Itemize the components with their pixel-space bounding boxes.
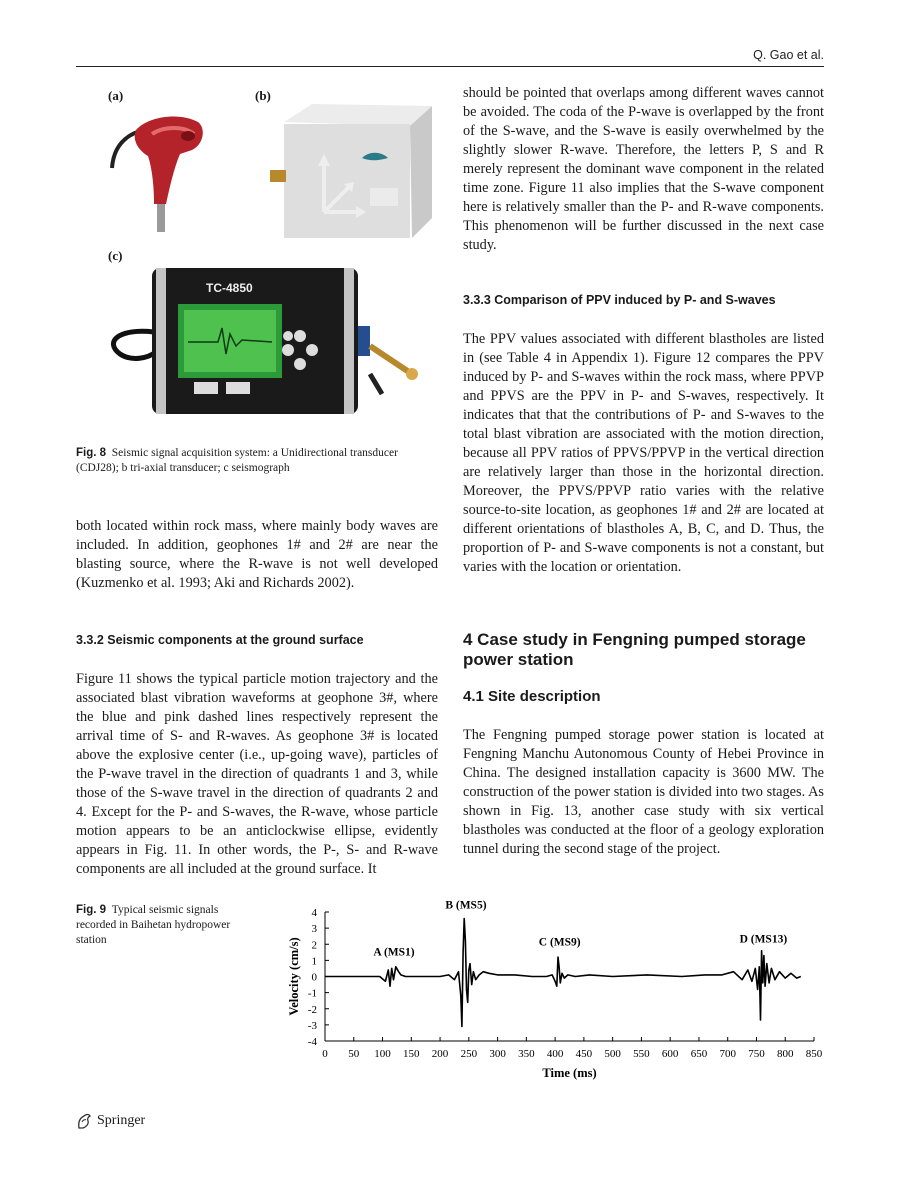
y-tick-label: -2 <box>307 1003 317 1016</box>
y-tick-label: -1 <box>307 987 317 1000</box>
fig8-transducer-image <box>108 108 208 236</box>
right-paragraph-2: The PPV values associated with different blastholes are listed in (see Table 4 in Appendix 1). Figure 12 compares the PPV induced by P- and S-waves within the rock mass, where PPVP and PPVS are the PPV in P- and S-waves, respectively. It indicates that that the contributions of P- and S-waves to the total blast vibration are associated with the motion direction, because all PPV ratios of PPVS/PPVP in the vertical direction are relatively larger than those in the horizontal direction. Moreover, the PPVS/PPVP ratio varies with the relative source-to-site location, as geophones 1# and 2# are located at different orientations of blastholes A, B, C, and D. Thus, the proportion of P- and S-wave components is not a constant, but varies with the location or orientation. <box>463 331 824 575</box>
x-tick-label: 100 <box>374 1048 391 1060</box>
y-tick-label: -3 <box>307 1019 317 1032</box>
x-tick-label: 300 <box>489 1048 506 1060</box>
fig8-label-c: (c) <box>108 248 123 263</box>
y-axis-label: Velocity (cm/s) <box>287 937 301 1016</box>
section-heading-3-3-3: 3.3.3 Comparison of PPV induced by P- and S-waves <box>463 293 776 307</box>
waveform-series-line <box>325 919 801 1027</box>
x-tick-label: 850 <box>805 1048 823 1060</box>
peak-annotation-label: B (MS5) <box>445 899 487 912</box>
seismograph-model-label: TC-4850 <box>206 281 253 295</box>
x-tick-label: 200 <box>431 1048 449 1060</box>
y-tick-label: 4 <box>311 907 317 919</box>
running-header-author: Q. Gao et al. <box>753 48 824 62</box>
x-tick-label: 600 <box>661 1048 679 1060</box>
x-tick-label: 250 <box>460 1048 478 1060</box>
y-tick-label: -4 <box>307 1036 317 1048</box>
x-tick-label: 150 <box>403 1048 420 1060</box>
left-paragraph-2: Figure 11 shows the typical particle motion trajectory and the associated blast vibration waveforms at geophone 3#, where the blue and pink dashed lines respectively represent the arrival time of S- and R-waves. As geophone 3# is located above the explosive center (i.e., up-going wave), particles of the P-wave travel in the direction of quadrants 1 and 3, while those of the S-wave travel in the direction of quadrants 2 and 4. Except for the P- and S-waves, the R-wave, whose particle motion appears to be an anticlockwise ellipse, evidently appears in Fig. 11. In other words, the P-, S- and R-wave components are all included at the ground surface. It <box>76 671 438 877</box>
fig8-caption-text: Seismic signal acquisition system: a Unidirectional transducer (CDJ28); b tri-axial transducer; c seismograph <box>76 447 398 474</box>
x-tick-label: 450 <box>575 1048 593 1060</box>
x-tick-label: 700 <box>719 1048 736 1060</box>
x-axis-label: Time (ms) <box>542 1066 597 1080</box>
fig8-label-a: (a) <box>108 88 124 103</box>
x-tick-label: 550 <box>633 1048 650 1060</box>
section-heading-4: 4 Case study in Fengning pumped storage power station <box>463 630 806 669</box>
fig9-caption-text: Typical seismic signals recorded in Baihetan hydropower station <box>76 904 231 946</box>
fig8-triaxial-image <box>262 100 438 240</box>
x-tick-label: 50 <box>348 1048 360 1060</box>
y-tick-label: 2 <box>311 939 317 952</box>
x-tick-label: 400 <box>546 1048 564 1060</box>
section-heading-3-3-2: 3.3.2 Seismic components at the ground surface <box>76 633 364 647</box>
fig8-seismograph-image <box>108 262 438 420</box>
right-paragraph-3: The Fengning pumped storage power station is located at Fengning Manchu Autonomous County of Hebei Province in China. The designed installation capacity is 3600 MW. The construction of the power station is divided into two stages. As shown in Fig. 13, another case study with six vertical blastholes was conducted at the floor of a geology exploration tunnel during the second stage of the project. <box>463 727 824 857</box>
left-paragraph-1: both located within rock mass, where mainly body waves are included. In addition, geophones 1# and 2# are near the blasting source, where the R-wave is not well developed (Kuzmenko et al. 1993; Aki and Richards 2002). <box>76 518 438 591</box>
peak-annotation-label: D (MS13) <box>739 933 788 946</box>
fig9-chart <box>280 895 825 1090</box>
x-tick-label: 350 <box>518 1048 535 1060</box>
right-paragraph-1: should be pointed that overlaps among different waves cannot be avoided. The coda of the P-wave is overlapped by the front of the S-wave, and the S-wave is easily overwhelmed by the slightly slower R-wave. Therefore, the letters P, S and R merely represent the dominant wave component in the related time zone. Figure 11 also implies that the S-wave component here is relatively smaller than the P- and R-wave components. This phenomenon will be further discussed in the next case study. <box>463 85 824 253</box>
x-tick-label: 0 <box>322 1048 328 1060</box>
y-tick-label: 0 <box>311 971 317 984</box>
x-tick-label: 800 <box>776 1048 794 1060</box>
section-heading-4-1: 4.1 Site description <box>463 688 601 705</box>
x-tick-label: 750 <box>748 1048 765 1060</box>
springer-horse-icon <box>76 1112 92 1130</box>
x-tick-label: 650 <box>690 1048 708 1060</box>
header-rule <box>76 66 824 67</box>
y-tick-label: 3 <box>311 923 317 936</box>
x-tick-label: 500 <box>604 1048 621 1060</box>
footer <box>76 1112 145 1130</box>
fig8-label-b: (b) <box>255 88 271 103</box>
fig9-caption-prefix: Fig. 9 <box>76 904 107 916</box>
fig8-caption-prefix: Fig. 8 <box>76 447 107 459</box>
peak-annotation-label: C (MS9) <box>538 936 581 949</box>
footer-publisher: Springer <box>97 1113 146 1128</box>
fig8-caption <box>76 446 438 476</box>
fig9-caption <box>76 903 246 948</box>
peak-annotation-label: A (MS1) <box>373 946 415 959</box>
y-tick-label: 1 <box>311 955 317 968</box>
